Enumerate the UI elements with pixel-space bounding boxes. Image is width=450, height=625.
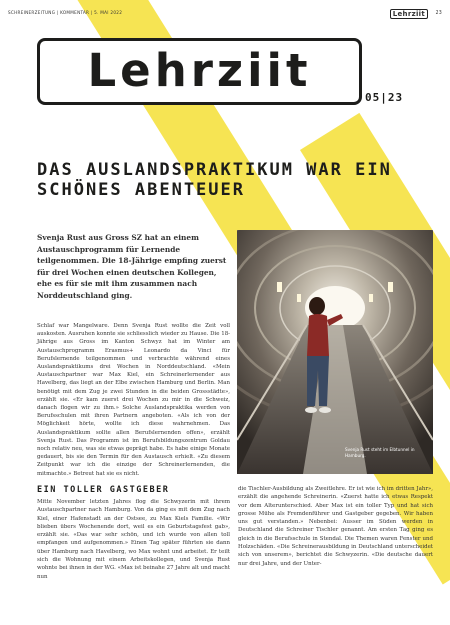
body-paragraph: Mitte November letzten Jahres flog die Schwyzerin mit ihrem Austauschpartner nach Hamburg. Von da ging es mit dem Zug nach Kiel, einer Hafenstadt an der Ostsee, zu Max Kiels Familie. «Wir blieben übers Wochenende dort, weil es ein Geburtstagsfest gab», erzählt sie. «Das war sehr schön, und ich wurde von allen toll empfangen und aufgenommen.» Einen Tag später führten sie dann über Hamburg nach Havelberg, wo Max wohnt und arbeitet. Er teilt sich die Wohnung mit einem Arbeitskollegen, und Svenja Rust wohnte bei ihnen in der WG. «Max ist beinahe 27 Jahre alt und macht nun — [37, 499, 230, 580]
article-body-intro — [37, 322, 230, 478]
issue-number: 05|23 — [365, 91, 404, 104]
article-column-right — [238, 485, 433, 568]
tunnel-photo-illustration — [237, 230, 433, 474]
article-headline: DAS AUSLANDSPRAKTIKUM WAR EIN SCHÖNES ABENTEUER — [37, 160, 392, 200]
page-header — [8, 9, 442, 21]
page-number: 23 — [435, 10, 442, 16]
masthead-logo: Lehrziit — [87, 44, 312, 97]
article-column-left — [37, 498, 230, 581]
header-brand: Lehrziit — [390, 9, 428, 19]
article-lead: Svenja Rust aus Gross SZ hat an einem Austauschprogramm für Lernende teilgenommen. Die 18-Jährige empfing zuerst für drei Wochen einen deutschen Kollegen, ehe es für sie mit ihm zusammen nach Norddeutschland ging. — [37, 233, 227, 300]
masthead-logo-box — [37, 38, 362, 105]
photo-caption: Svenja Rust steht im Elbtunnel in Hamburg. — [345, 447, 415, 458]
article-photo — [237, 230, 433, 474]
body-paragraph: Schlaf war Mangelware. Denn Svenja Rust wollte die Zeit voll auskosten. Ausruhen konnte sie schliesslich wieder zu Hause. Die 18-Jährige aus Gross im Kanton Schwyz hat im Winter am Austauschprogramm Erasmus+ Leonardo da Vinci für Berufslernende teilgenommen und verbrachte während eines Auslandspraktikums drei Wochen in Norddeutschland. «Mein Austauschpartner war Max Kiel, ein Schreinerlernender aus Havelberg, das liegt an der Elbe zwischen Hamburg und Berlin. Man benötigt mit dem Zug je zwei Stunden in die beiden Grossstädte», erzählt sie. «Er kam zuerst drei Wochen zu mir in die Schweiz, danach flogen wir zu ihm.» Solche Auslandspraktika werden von Berufsschulen mit ihren Partnern angeboten. «Als ich von der Möglichkeit hörte, wollte ich diese wahrnehmen. Das Auslandspraktikum sollte allen Berufslernenden offen», erzählt Svenja Rust. Das Programm ist im Berufsbildungszentrum Goldau noch relativ neu, was sie etwas geprägt habe. Es habe einige Monate gedauert, bis sie den Termin für den Austausch erhielt. «Zu diesem Zeitpunkt war ich die einzige der Schreinerlernenden, die mitmachte.» Betreut hat sie es nicht. — [37, 323, 230, 477]
header-meta: SCHREINERZEITUNG | KOMMENTAR | 5. MAI 2022 — [8, 11, 123, 16]
body-paragraph: die Tischler-Ausbildung als Zweitlehre. Er ist wie ich im dritten Jahr», erzählt die angehende Schreinerin. «Zuerst hatte ich etwas Respekt vor dem Alterunterschied. Aber Max ist ein toller Typ und hat sich grosse Mühe als Fremdenführer und Gastgeber gegeben. Wir haben uns gut verstanden.» Nebenbei: Ausser im Süden werden in Deutschland die Schreiner Tischler genannt. Am ersten Tag ging es gleich in die Berufsschule in Stendal. Die Themen waren Fenster und Holzschäden. «Die Schreinerausbildung in Deutschland unterscheidet sich von unserem», berichtet die Schwyzerin. «Die deutsche dauert nur drei Jahre, und der Unter- — [238, 486, 433, 567]
article-subhead: EIN TOLLER GASTGEBER — [37, 485, 170, 495]
